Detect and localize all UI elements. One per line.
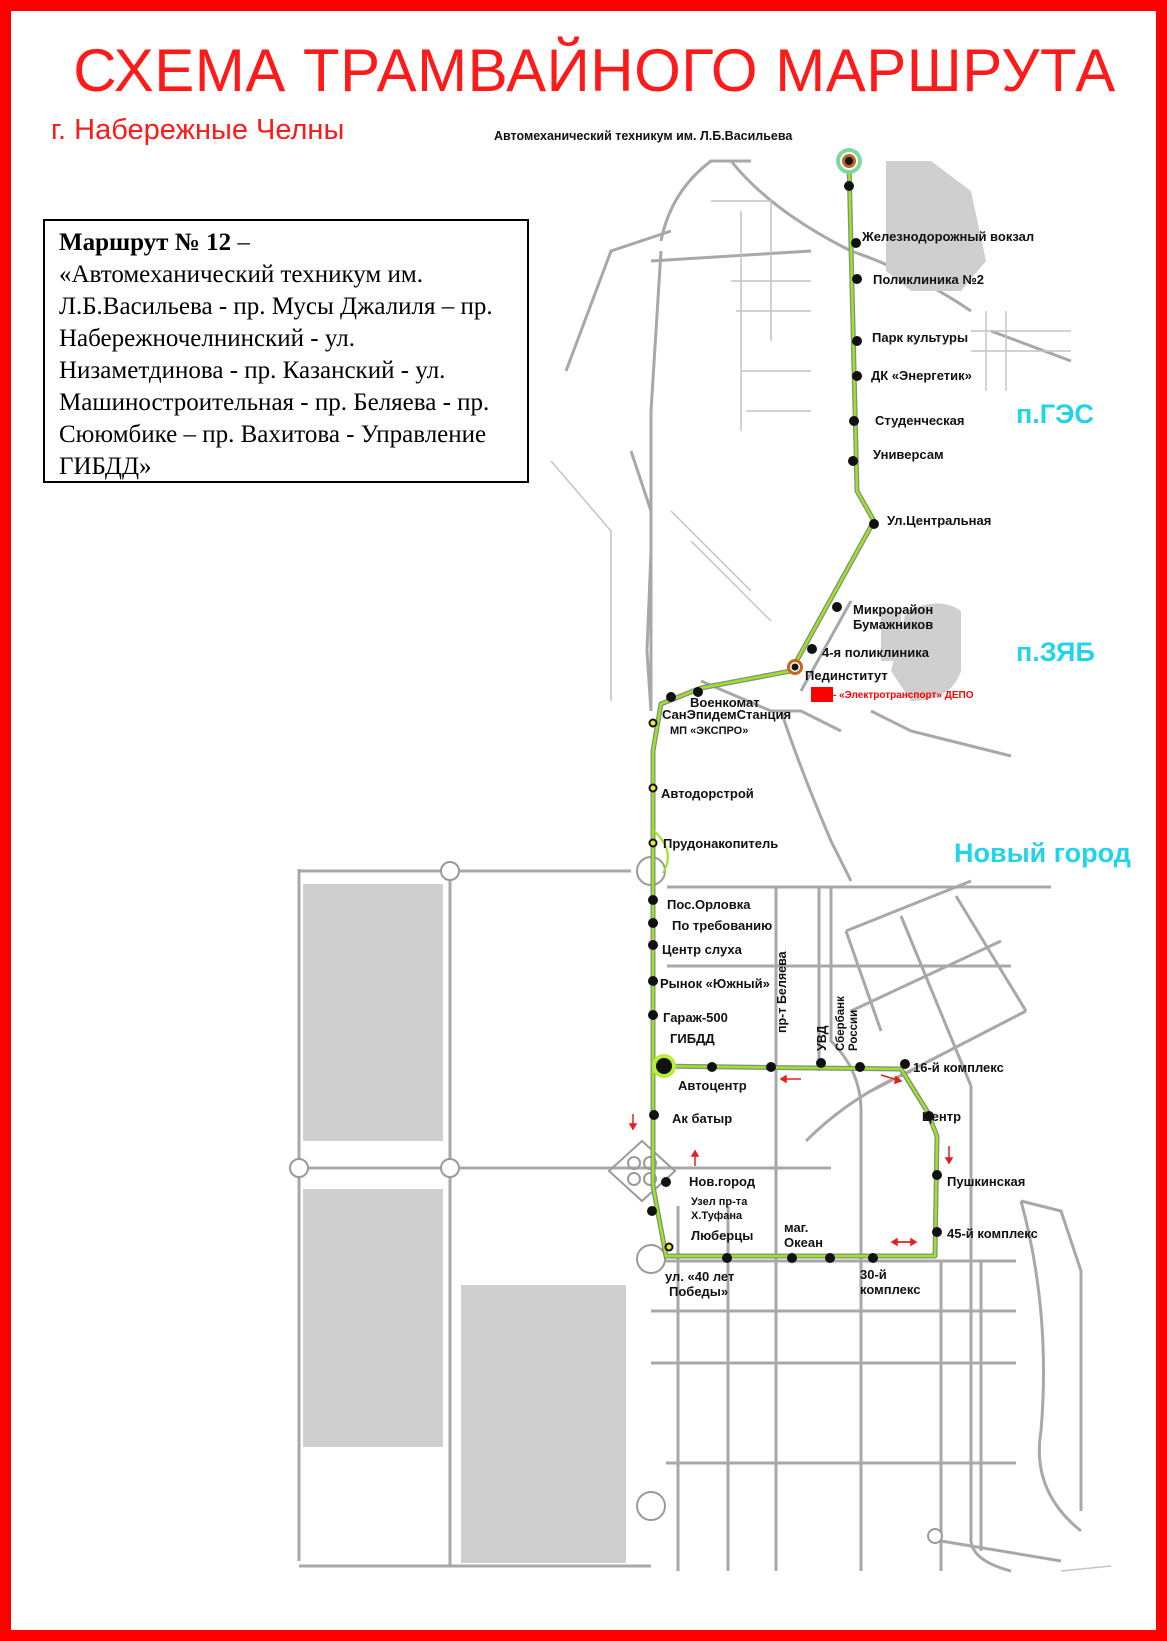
- stop-label: ул. «40 лет Победы»: [665, 1269, 735, 1299]
- district-ges: п.ГЭС: [1016, 399, 1094, 429]
- stop-label: Поликлиника №2: [873, 272, 985, 287]
- stop-label: Универсам: [873, 447, 944, 462]
- route-number: Маршрут № 12: [59, 229, 232, 256]
- stop-label: 30-й комплекс: [860, 1267, 921, 1297]
- terminal-marker: [836, 148, 862, 174]
- stop-label: Пушкинская: [947, 1174, 1026, 1189]
- stop-label: Центр: [922, 1109, 962, 1124]
- stop-label: 4-я поликлиника: [822, 645, 929, 660]
- stop-label: 16-й комплекс: [913, 1060, 1004, 1075]
- district-novy-gorod: Новый город: [954, 838, 1131, 868]
- depot-marker: [811, 687, 833, 702]
- stop-label: По требованию: [672, 918, 773, 933]
- stop-label: Автоцентр: [678, 1078, 747, 1093]
- interchange: [609, 1141, 675, 1201]
- stop-label: Микрорайон Бумажников: [853, 602, 934, 632]
- stop-label: Гараж-500: [663, 1010, 728, 1025]
- stop-label: Парк культуры: [872, 330, 969, 345]
- stop-label: 45-й комплекс: [947, 1226, 1038, 1241]
- street-label-belyaeva: пр-т Беляева: [775, 951, 789, 1033]
- stop-label: Центр слуха: [662, 942, 742, 957]
- depot-label: - «Электротранспорт» ДЕПО: [833, 690, 974, 701]
- route-info-box: [43, 219, 529, 483]
- stop-label: Пединститут: [805, 668, 888, 683]
- stop-label: Ак батыр: [672, 1111, 733, 1126]
- stop-label: Узел пр-та Х.Туфана: [691, 1196, 748, 1222]
- stop-label: Военкомат: [690, 695, 760, 710]
- city-name: г. Набережные Челны: [51, 114, 345, 146]
- stop-label: Прудонакопитель: [663, 836, 779, 851]
- stop-label: МП «ЭКСПРО»: [670, 725, 749, 737]
- stop-label: ДК «Энергетик»: [871, 368, 972, 383]
- stop-label: Люберцы: [691, 1228, 754, 1243]
- street-label-sberbank: СбербанкРоссии: [835, 996, 860, 1051]
- poster-title: СХЕМА ТРАМВАЙНОГО МАРШРУТА: [73, 37, 1116, 104]
- stop-label: СанЭпидемСтанция: [662, 707, 792, 722]
- route-description: «Автомеханический техникум им. Л.Б.Васильева - пр. Мусы Джалиля – пр. Набережночелнинский - ул. Низаметдинова - пр. Казанский - ул. Машиностроительная - пр. Беляева - пр. Сююмбике – пр. Вахитова - Управление ГИБДД»: [59, 261, 493, 480]
- stop-label: маг. Океан: [784, 1220, 823, 1250]
- street-label-uvd: УВД: [815, 1025, 829, 1051]
- stop-label: Автодорстрой: [661, 786, 754, 801]
- route-number-dash: –: [231, 229, 250, 256]
- stop-labels: [660, 229, 1038, 1299]
- district-zyab: п.ЗЯБ: [1016, 637, 1095, 667]
- stop-label: Студенческая: [875, 413, 965, 428]
- stop-label: Ул.Центральная: [887, 513, 992, 528]
- stop-label: Пос.Орловка: [667, 897, 751, 912]
- stop-label: ГИБДД: [670, 1031, 715, 1046]
- stop-label: Железнодорожный вокзал: [862, 229, 1035, 244]
- stop-label: Нов.город: [689, 1174, 756, 1189]
- terminal-label: Автомеханический техникум им. Л.Б.Васильева: [494, 129, 793, 143]
- stop-label: Рынок «Южный»: [660, 976, 770, 991]
